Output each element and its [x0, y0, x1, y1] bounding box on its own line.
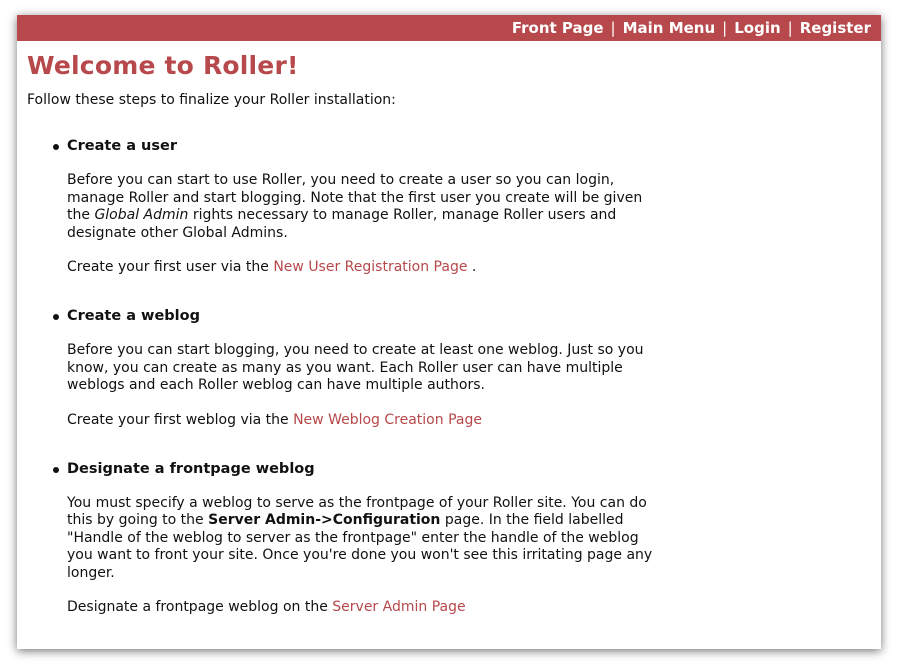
- step-action-line: [67, 259, 871, 275]
- step-text: rights necessary to manage Roller, manage Roller users and designate other Global Admins.: [67, 207, 617, 241]
- nav-login-link[interactable]: Login: [734, 19, 781, 37]
- new-user-registration-link[interactable]: New User Registration Page: [273, 259, 468, 275]
- step-description: [67, 495, 667, 583]
- step-title: Designate a frontpage weblog: [67, 460, 315, 477]
- step-description: Before you can start blogging, you need to create at least one weblog. Just so you know, you can create as many as you want. Each Roller user can have multiple weblogs and each Roller weblog can have multiple authors.: [67, 342, 644, 393]
- steps-list: [27, 138, 871, 615]
- step-designate-frontpage: [67, 461, 871, 616]
- step-create-user: [67, 138, 871, 275]
- step-action-prefix: Designate a frontpage weblog on the: [67, 599, 333, 615]
- server-admin-config-emphasis: Server Admin->Configuration: [208, 512, 441, 528]
- step-title: Create a user: [67, 138, 177, 154]
- step-action-prefix: Create your first weblog via the: [67, 411, 294, 428]
- step-text: Before you can start to use Roller, you need to create a user so you can login, manage Roller and start blogging. Note that the first user you create will be given the: [67, 172, 643, 223]
- step-create-weblog: [67, 308, 871, 428]
- browser-window: [17, 15, 881, 649]
- step-action-suffix: .: [467, 259, 477, 275]
- step-description: [67, 172, 667, 242]
- nav-separator: |: [722, 19, 728, 37]
- global-admin-emphasis: Global Admin: [94, 207, 189, 223]
- step-action-prefix: Create your first user via the: [67, 259, 274, 275]
- new-weblog-creation-link[interactable]: New Weblog Creation Page: [293, 411, 482, 428]
- main-content: [17, 41, 881, 615]
- nav-register-link[interactable]: Register: [799, 19, 871, 37]
- step-action-line: [67, 599, 871, 615]
- nav-front-page-link[interactable]: Front Page: [511, 19, 604, 37]
- page-title: Welcome to Roller!: [27, 51, 299, 80]
- nav-separator: |: [787, 19, 793, 37]
- step-title: Create a weblog: [67, 308, 200, 324]
- top-nav-bar: [17, 15, 881, 41]
- intro-text: Follow these steps to finalize your Roller installation:: [27, 92, 396, 108]
- step-text: You must specify a weblog to serve as the frontpage of your Roller site. You can do this by going to the: [67, 494, 647, 528]
- step-action-line: [67, 412, 871, 428]
- nav-main-menu-link[interactable]: Main Menu: [622, 19, 716, 37]
- step-text: page. In the field labelled "Handle of the weblog to server as the frontpage" enter the handle of the weblog you want to front your site. Once you're done you won't see this irritating page any longer.: [67, 512, 653, 581]
- nav-separator: |: [610, 19, 616, 37]
- server-admin-page-link[interactable]: Server Admin Page: [332, 599, 466, 615]
